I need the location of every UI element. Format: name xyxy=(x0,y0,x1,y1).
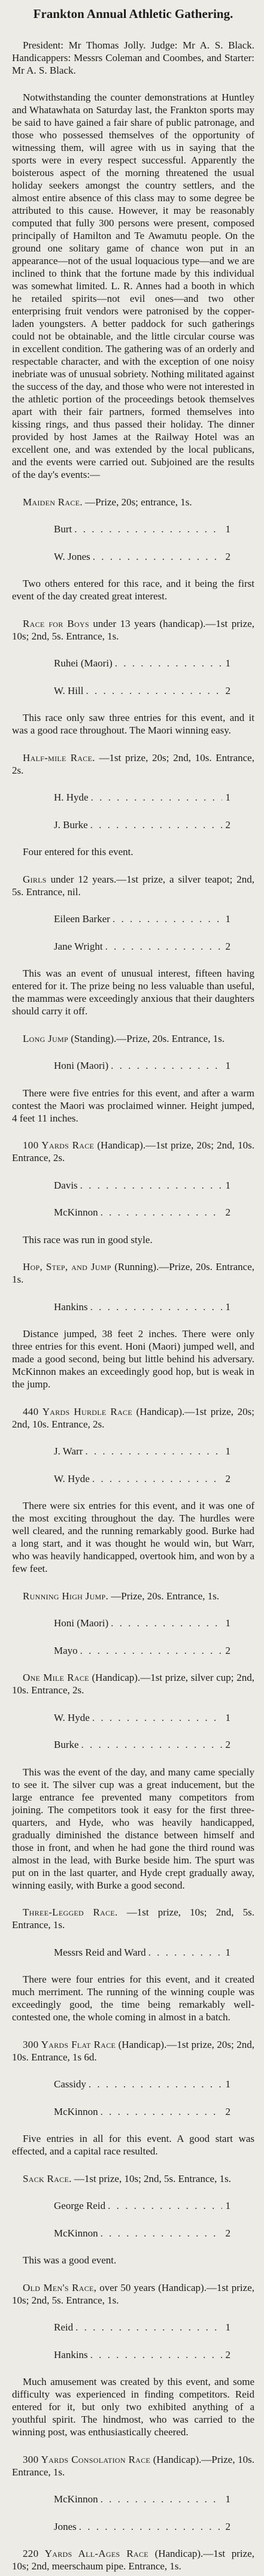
event-details: —Prize, 20s; entrance, 1s. xyxy=(82,496,192,508)
competitor-name: Messrs Reid and Ward xyxy=(54,1946,146,1958)
leader-dots xyxy=(113,657,222,669)
leader-dots xyxy=(110,913,222,925)
event-details: (Handicap).—1st prize, silver cup; 2nd, 10s. Entrance, 2s. xyxy=(12,1672,254,1696)
leader-dots xyxy=(98,2227,222,2239)
result-row xyxy=(12,2227,254,2239)
placing: 1 xyxy=(225,2322,230,2333)
event-report: This was an event of unusual interest, fifteen having entered for it. The prize being no less valuable than useful, the mammas were exceedingly anxious that their daughters should carry it off. xyxy=(12,968,254,1017)
event-heading xyxy=(12,751,254,777)
placing: 2 xyxy=(225,684,230,696)
placing: 2 xyxy=(225,940,230,952)
leader-dots xyxy=(78,1179,222,1192)
result-row xyxy=(12,523,254,535)
event-details: —1st prize, 10s; 2nd, 5s. Entrance, 1s. xyxy=(71,2172,231,2184)
placing: 2 xyxy=(225,2520,230,2532)
competitor-name: Hankins xyxy=(54,1301,88,1313)
competitor-name: Ruhei (Maori) xyxy=(54,657,113,669)
result-row xyxy=(12,913,254,925)
competitor-name: Jones xyxy=(54,2520,77,2532)
result-row xyxy=(12,2348,254,2361)
leader-dots xyxy=(73,2321,222,2333)
event-details: under 12 years.—1st prize, a silver teapot; 2nd, 5s. Entrance, nil. xyxy=(12,873,254,898)
event-heading xyxy=(12,617,254,643)
competitor-name: Honi (Maori) xyxy=(54,1617,109,1629)
placing: 2 xyxy=(225,2348,230,2360)
intro-paragraph: Notwithstanding the counter demonstrations at Huntley and Whatawhata on Saturday last, the Frankton sports may be said to have gained a fair share of public patronage, and those who possessed themselves of the opportunity of witnessing them, will agree with us in saying that the sports were in every respect successful. Apparently the boisterous aspect of the morning threatened the usual holiday seekers amongst the country settlers, and the almost entire absence of this class may to some degree be attributed to this cause. However, it may be reasonably computed that fully 300 persons were present, composed principally of Hamilton and Te Awamutu people. On the ground one solitary game of chance won put in an appearance—not of the usual loquacious type—and we are inclined to think that the fortune made by this individual was somewhat limited. L. R. Annes had a booth in which he retailed spirits—not evil ones—and two other enterprising fruit vendors were patronised by the copper-laden youngsters. A better paddock for such gatherings could not be obtainable, and the little circular course was in excellent condition. The gathering was of an orderly and respectable character, and with the exception of one noisy inebriate was of unusual sobriety. Nothing militated against the success of the day, and those who were not interested in the athletic portion of the proceedings betook themselves apart with their fair partners, formed themselves into kissing rings, and thus passed their holiday. The dinner provided by host James at the Railway Hotel was an excellent one, and was extended by the local publicans, and the events were carried out. Subjoined are the results of the day's events:— xyxy=(12,92,254,480)
event-report: Distance jumped, 38 feet 2 inches. There were only three entries for this event. Honi (Maori) jumped well, and made a good second, being but little behind his adversary. McKinnon makes an exceedingly good hop, but is weak in the jump. xyxy=(12,1328,254,1390)
placing: 2 xyxy=(225,1644,230,1656)
placing: 1 xyxy=(225,1711,230,1723)
event-name: 220 Yards All-Ages Race xyxy=(23,2548,148,2559)
placing: 1 xyxy=(225,2493,230,2505)
event-heading xyxy=(12,1139,254,1164)
event-name: Half-mile Race. xyxy=(23,751,95,763)
competitor-name: Mayo xyxy=(54,1644,78,1656)
event-heading xyxy=(12,1906,254,1931)
event-details: (Handicap).—1st prize, 10s; 2nd, meerschaum pipe. Entrance, 1s. xyxy=(12,2548,254,2572)
placing: 1 xyxy=(225,1060,230,1071)
result-row xyxy=(12,2199,254,2212)
event-name: Old Men's Race, xyxy=(23,2281,97,2293)
placing: 1 xyxy=(225,1301,230,1313)
placing: 1 xyxy=(225,2078,230,2090)
result-row xyxy=(12,1206,254,1219)
placing: 1 xyxy=(225,792,230,803)
event-name: Maiden Race. xyxy=(23,496,83,508)
result-row xyxy=(12,1445,254,1457)
placing: 1 xyxy=(225,1946,230,1958)
leader-dots xyxy=(77,2520,222,2533)
placing: 2 xyxy=(225,1207,230,1218)
event-details: (Handicap).—1st prize, 20s; 2nd, 10s. Entrance, 1s 6d. xyxy=(12,2038,254,2063)
competitor-name: W. Jones xyxy=(54,550,90,562)
event-heading xyxy=(12,1405,254,1431)
result-row xyxy=(12,1644,254,1657)
event-heading xyxy=(12,873,254,898)
leader-dots xyxy=(79,1738,222,1751)
event-heading xyxy=(12,1260,254,1286)
competitor-name: J. Warr xyxy=(54,1445,83,1457)
event-name: Hop, Step, and Jump xyxy=(23,1261,111,1272)
event-heading xyxy=(12,2172,254,2185)
result-row xyxy=(12,940,254,953)
leader-dots xyxy=(89,791,222,804)
competitor-name: McKinnon xyxy=(54,2227,98,2239)
leader-dots xyxy=(90,1711,222,1724)
result-row xyxy=(12,657,254,669)
event-heading xyxy=(12,1590,254,1602)
competitor-name: W. Hill xyxy=(54,684,84,696)
competitor-name: Reid xyxy=(54,2322,74,2333)
event-name: 300 Yards Consolation Race xyxy=(23,2453,151,2465)
event-name: One Mile Race xyxy=(23,1672,89,1683)
competitor-name: Eileen Barker xyxy=(54,913,110,925)
result-row xyxy=(12,2520,254,2533)
result-row xyxy=(12,2493,254,2505)
result-row xyxy=(12,2078,254,2090)
event-name: Three-Legged Race. xyxy=(23,1907,118,1918)
event-name: 100 Yards Race xyxy=(23,1139,95,1151)
event-heading xyxy=(12,1032,254,1045)
result-row xyxy=(12,1472,254,1485)
event-details: (Running).—Prize, 20s. Entrance, 1s. xyxy=(12,1261,254,1285)
placing: 1 xyxy=(225,1179,230,1191)
placing: 2 xyxy=(225,2227,230,2239)
event-report: Five entries in all for this event. A good start was effected, and a capital race resulted. xyxy=(12,2133,254,2157)
leader-dots xyxy=(86,2078,222,2090)
leader-dots xyxy=(103,940,222,953)
leader-dots xyxy=(72,523,222,535)
result-row xyxy=(12,2321,254,2333)
result-row xyxy=(12,1059,254,1072)
competitor-name: Cassidy xyxy=(54,2078,86,2090)
event-name: Long Jump xyxy=(23,1032,68,1044)
event-details: —1st prize, 20s; 2nd, 10s. Entrance, 2s. xyxy=(12,751,254,776)
leader-dots xyxy=(88,1301,222,1313)
competitor-name: Davis xyxy=(54,1179,78,1191)
leader-dots xyxy=(78,1644,222,1657)
competitor-name: H. Hyde xyxy=(54,792,89,803)
placing: 1 xyxy=(225,523,230,535)
event-details: (Handicap).—1st prize, 20s; 2nd, 10s. Entrance, 2s. xyxy=(12,1405,254,1430)
event-details: under 13 years (handicap).—1st prize, 10s; 2nd, 5s. Entrance, 1s. xyxy=(12,617,254,642)
leader-dots xyxy=(98,2493,222,2505)
competitor-name: Honi (Maori) xyxy=(54,1060,109,1071)
placing: 1 xyxy=(225,2200,230,2211)
leader-dots xyxy=(146,1946,222,1959)
event-report: This was the event of the day, and many came specially to see it. The silver cup was a great inducement, but the large entrance fee prevented many competitors from joining. The competitors took it easy for the first three-quarters, and Hyde, who was heavily handicapped, gradually diminished the distance between himself and those in front, and when he had gone the third round was almost in the lead, with Burke beside him. The spurt was put on in the last quarter, and Hyde crept gradually away, winning easily, with Burke a good second. xyxy=(12,1766,254,1891)
competitor-name: McKinnon xyxy=(54,2493,98,2505)
competitor-name: W. Hyde xyxy=(54,1472,90,1484)
result-row xyxy=(12,550,254,563)
competitor-name: George Reid xyxy=(54,2200,106,2211)
placing: 1 xyxy=(225,657,230,669)
competitor-name: Burke xyxy=(54,1739,79,1750)
result-row xyxy=(12,1617,254,1629)
event-name: 440 Yards Hurdle Race xyxy=(23,1405,132,1417)
event-details: —Prize, 20s. Entrance, 1s. xyxy=(108,1590,220,1602)
event-heading xyxy=(12,2281,254,2307)
result-row xyxy=(12,1738,254,1751)
event-heading xyxy=(12,1671,254,1696)
competitor-name: Hankins xyxy=(54,2348,88,2360)
officials-paragraph: President: Mr Thomas Jolly. Judge: Mr A. S. Black. Handicappers: Messrs Coleman and Coombes, and Starter: Mr A. S. Black. xyxy=(12,39,254,76)
event-heading xyxy=(12,2547,254,2572)
result-row xyxy=(12,1711,254,1724)
competitor-name: J. Burke xyxy=(54,819,88,831)
event-name: 300 Yards Flat Race xyxy=(23,2038,116,2050)
event-report: There were six entries for this event, and it was one of the most exciting throughout the day. The hurdles were well cleared, and the running remarkably good. Burke had a long start, and it was thought he would win, but Warr, who was heavily handicapped, overtook him, and won by a few feet. xyxy=(12,1500,254,1574)
event-details: —1st prize, 10s; 2nd, 5s. Entrance, 1s. xyxy=(12,1907,254,1931)
event-report: Two others entered for this race, and it being the first event of the day created great interest. xyxy=(12,578,254,602)
leader-dots xyxy=(98,1206,222,1219)
leader-dots xyxy=(108,1059,222,1072)
event-name: Race for Boys xyxy=(23,617,89,629)
leader-dots xyxy=(83,1445,222,1457)
event-heading xyxy=(12,496,254,508)
event-name: Sack Race. xyxy=(23,2172,72,2184)
placing: 2 xyxy=(225,819,230,831)
leader-dots xyxy=(88,2348,222,2361)
placing: 1 xyxy=(225,1445,230,1457)
event-report: This race only saw three entries for this event, and it was a good race throughout. The Maori winning easy. xyxy=(12,712,254,736)
event-report: Much amusement was created by this event, and some difficulty was experienced in finding competitors. Reid entered for it, but only two exhibited anything of a youthful spirit. The hindmost, who was carried to the winning post, was enthusiastically cheered. xyxy=(12,2376,254,2438)
placing: 2 xyxy=(225,550,230,562)
result-row xyxy=(12,684,254,697)
event-report: This race was run in good style. xyxy=(23,1234,153,1245)
competitor-name: Jane Wright xyxy=(54,940,103,952)
placing: 1 xyxy=(225,1617,230,1629)
competitor-name: W. Hyde xyxy=(54,1711,90,1723)
placing: 2 xyxy=(225,1472,230,1484)
leader-dots xyxy=(88,819,222,831)
event-report: There were five entries for this event, and after a warm contest the Maori was proclaimed winner. Height jumped, 4 feet 11 inches. xyxy=(12,1087,254,1124)
leader-dots xyxy=(108,1617,222,1629)
event-report: There were four entries for this event, and it created much merriment. The running of the winning couple was exceedingly good, the time being remarkably well-contested one, the whole coming in almost in a batch. xyxy=(12,1974,254,2023)
event-details: (Standing).—Prize, 20s. Entrance, 1s. xyxy=(68,1032,225,1044)
placing: 2 xyxy=(225,1739,230,1750)
leader-dots xyxy=(98,2105,222,2118)
event-details: over 50 years (Handicap).—1st prize, 10s; 2nd, 5s. Entrance, 1s. xyxy=(12,2281,254,2306)
competitor-name: McKinnon xyxy=(54,1207,98,1218)
placing: 1 xyxy=(225,913,230,925)
event-details: (Handicap).—Prize, 10s. Entrance, 1s. xyxy=(12,2453,254,2478)
event-heading xyxy=(12,2453,254,2478)
event-heading xyxy=(12,2038,254,2063)
result-row xyxy=(12,2105,254,2118)
leader-dots xyxy=(90,1472,222,1485)
event-name: Running High Jump. xyxy=(23,1590,109,1602)
competitor-name: Burt xyxy=(54,523,72,535)
event-name: Girls xyxy=(23,873,47,885)
event-details: (Handicap).—1st prize, 20s; 2nd, 10s. Entrance, 2s. xyxy=(12,1139,254,1163)
leader-dots xyxy=(105,2199,222,2212)
result-row xyxy=(12,1301,254,1313)
result-row xyxy=(12,819,254,831)
result-row xyxy=(12,1179,254,1192)
competitor-name: McKinnon xyxy=(54,2105,98,2117)
event-report: Four entered for this event. xyxy=(23,846,133,857)
result-row xyxy=(12,791,254,804)
article-title: Frankton Annual Athletic Gathering. xyxy=(33,7,233,21)
placing: 2 xyxy=(225,2105,230,2117)
result-row xyxy=(12,1946,254,1959)
leader-dots xyxy=(83,684,222,697)
event-report: This was a good event. xyxy=(23,2254,117,2266)
leader-dots xyxy=(90,550,222,563)
